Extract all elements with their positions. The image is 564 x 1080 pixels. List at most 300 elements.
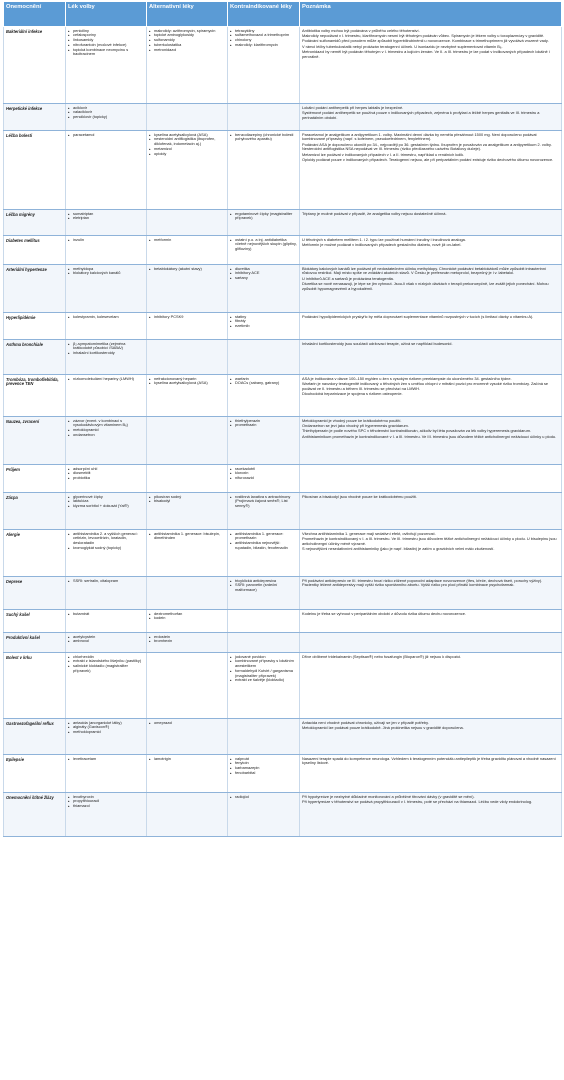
- list-item: • erdostein: [154, 635, 225, 640]
- list-item: • chlorhexidin: [73, 655, 144, 660]
- list-item: • ergotaminové čípky (magistraliter přípravek): [235, 212, 297, 222]
- first-choice-cell-list: [68, 238, 144, 243]
- list-item: • bromhexin: [154, 639, 225, 644]
- note-cell: [300, 493, 562, 530]
- list-item: • methoklopramid: [73, 730, 144, 735]
- contraindicated-cell: [228, 417, 300, 465]
- first-choice-cell-list: [68, 377, 144, 382]
- table-row: [4, 131, 562, 210]
- list-item: • blokátory kalciových kanálů: [73, 271, 144, 276]
- list-item: • omeprazol: [154, 721, 225, 726]
- contraindicated-cell: [228, 493, 300, 530]
- note-paragraph: Triptany je možné podávat v případě, že analgetika volby nejsou dostatečně účinná.: [302, 210, 447, 216]
- first-choice-cell-list: [68, 721, 144, 735]
- contraindicated-cell-list: [230, 377, 297, 387]
- first-choice-cell: [66, 417, 147, 465]
- alternative-cell: [147, 577, 228, 610]
- note-paragraph: Při hypotyreóze je nezbytné důkladné monitorování a průběžné titrování dávky (v graviditě se mění).: [302, 793, 475, 799]
- condition-cell: Průjem: [4, 465, 66, 493]
- list-item: • valaciklovir: [73, 110, 144, 115]
- table-row: [4, 793, 562, 837]
- first-choice-cell: [66, 313, 147, 340]
- list-item: • adsorpční uhlí: [73, 467, 144, 472]
- note-cell: [300, 633, 562, 653]
- condition-cell: Deprese: [4, 577, 66, 610]
- list-item: • nesteroidní antiflogistika (ibuprofen, diklofenak, indometacin aj.): [154, 137, 225, 147]
- first-choice-cell: [66, 793, 147, 837]
- table-row: [4, 610, 562, 633]
- note-cell: [300, 210, 562, 236]
- alternative-cell-list: [149, 532, 225, 542]
- note-paragraph: Dlouhodobá heparinizace je spojena s rizikem osteopenie.: [302, 390, 403, 396]
- list-item: • kolestyramin, kolesevelam: [73, 315, 144, 320]
- list-item: • metoklopramid: [73, 428, 144, 433]
- table-header: [4, 2, 562, 27]
- list-item: • inhalační kortikosteroidy: [73, 351, 144, 356]
- table-row: [4, 265, 562, 313]
- list-item: • rostlinná laxativa s antrachinony (Projímavá čajová směs®, List senny®): [235, 495, 297, 509]
- note-cell: [300, 719, 562, 755]
- first-choice-cell-list: [68, 419, 144, 438]
- condition-cell: Suchý kašel: [4, 610, 66, 633]
- alternative-cell: [147, 27, 228, 104]
- alternative-cell-list: [149, 267, 225, 272]
- table-body: [4, 27, 562, 837]
- list-item: • glycerinové čípky: [73, 495, 144, 500]
- list-item: • benzodiazepiny (chronické bolesti pohybového aparátu): [235, 133, 297, 143]
- alternative-cell-list: [149, 612, 225, 622]
- list-item: • paracetamol: [73, 133, 144, 138]
- list-item: • levothyroxin: [73, 795, 144, 800]
- note-paragraph: S nejnovějšími nesedativními antihistaminiky (jako je např. bilastin) je zatím u gravidních velmi málo zkušeností.: [302, 545, 495, 551]
- list-item: • ambroxol: [73, 639, 144, 644]
- first-choice-cell: [66, 236, 147, 265]
- first-choice-cell-list: [68, 467, 144, 481]
- list-item: • salinické kloktadlo (magistraliter přípravek): [73, 664, 144, 674]
- first-choice-cell-list: [68, 212, 144, 222]
- list-item: • penciklovir (topicky): [73, 115, 144, 120]
- first-choice-cell-list: [68, 315, 144, 320]
- contraindicated-cell: [228, 610, 300, 633]
- list-item: • karbamazepin: [235, 766, 297, 771]
- list-item: • kloroxin: [235, 471, 297, 476]
- contraindicated-cell: [228, 210, 300, 236]
- list-item: • fibráty: [235, 319, 297, 324]
- list-item: • diuretika: [235, 267, 297, 272]
- list-item: • makrolidy: azithromycin, spiramycin: [154, 29, 225, 34]
- table-row: [4, 755, 562, 793]
- note-cell: [300, 417, 562, 465]
- first-choice-cell-list: [68, 342, 144, 356]
- note-paragraph: Podávání hypolipidemických pryskyřic by měla doprovázet suplementace vitaminů rozpustných v tucích (s limitací dávky u vitaminu A).: [302, 313, 534, 319]
- contraindicated-cell: [228, 719, 300, 755]
- contraindicated-cell: [228, 465, 300, 493]
- contraindicated-cell: [228, 131, 300, 210]
- alternative-cell: [147, 104, 228, 131]
- list-item: • SSRI: paroxetin (srdeční malformace): [235, 583, 297, 593]
- alternative-cell-list: [149, 238, 225, 243]
- condition-cell: Alergie: [4, 530, 66, 577]
- condition-cell: Produktivní kašel: [4, 633, 66, 653]
- drug-table-wrapper: [3, 1, 561, 837]
- alternative-cell: [147, 793, 228, 837]
- list-item: • dextromethorfan: [154, 612, 225, 617]
- list-item: • ezetimib: [235, 324, 297, 329]
- note-paragraph: Při podávání antidepresiv ve III. trimestru hrozí riziko ztížené poporodní adaptace novorozence (třes, křeče, dechová tíseň, poruchy výživy). Pacientky léčené antidepresivy mají vyšší riziko spontánního abortu. Vyšší riziko pro plod přináší kombinace psychofarmak.: [302, 577, 543, 588]
- note-paragraph: Inhalační kortikosteroidy jsou součástí udržovací terapie, užívá se například budesonid.: [302, 340, 453, 346]
- list-item: • antihistaminika nejnovější: rupatadin, bilastin, fexofenadin: [235, 541, 297, 551]
- contraindicated-cell: [228, 755, 300, 793]
- alternative-cell: [147, 340, 228, 375]
- list-item: • peniciliny: [73, 29, 144, 34]
- list-item: • bisakodyl: [154, 499, 225, 504]
- contraindicated-cell: [228, 313, 300, 340]
- contraindicated-cell-list: [230, 532, 297, 551]
- first-choice-cell-list: [68, 635, 144, 645]
- table-row: [4, 340, 562, 375]
- alternative-cell: [147, 313, 228, 340]
- note-paragraph: Podávání ASA je doporučeno ukončit po 34., nejpozději po 36. gestačním týdnu. Ibuprofen je považován za analgetikum a antipyretikum 2. volby. Nesteroidní antiflogistika NSA nepodávat ve III. trimestru (riziko předčasného uzávěru Botallovy dučeje).: [302, 141, 552, 152]
- first-choice-cell-list: [68, 655, 144, 674]
- list-item: • propylthiouracil: [73, 799, 144, 804]
- first-choice-cell: [66, 27, 147, 104]
- first-choice-cell-list: [68, 133, 144, 138]
- list-item: • pikosíran sodný: [154, 495, 225, 500]
- list-item: • jodované povidon: [235, 655, 297, 660]
- note-paragraph: U inhibitorů ACE a sartanů je prokázána teratogenita.: [302, 275, 394, 281]
- condition-cell: Nauzea, zvracení: [4, 417, 66, 465]
- alternative-cell-list: [149, 29, 225, 53]
- first-choice-cell-list: [68, 579, 144, 584]
- note-cell: [300, 104, 562, 131]
- first-choice-cell: [66, 719, 147, 755]
- condition-cell: Bakteriální infekce: [4, 27, 66, 104]
- alternative-cell: [147, 131, 228, 210]
- table-row: [4, 417, 562, 465]
- table-row: [4, 104, 562, 131]
- list-item: • methyldopa: [73, 267, 144, 272]
- list-item: • topická kombinace neomycinu s bacitracinem: [73, 48, 144, 58]
- condition-cell: Hyperlipidémie: [4, 313, 66, 340]
- list-item: • formaldehydi Kutvirt / garganisma (magistraliter přípravek): [235, 669, 297, 679]
- note-paragraph: Nasazení terapie spadá do kompetence neurologa. Vzhledem k teratogenním potenciálu antiepileptik je třeba graviditu plánovat a vhodně nasazení kyseliny listové.: [302, 755, 556, 766]
- condition-cell: Bolest v krku: [4, 653, 66, 719]
- alternative-cell: [147, 493, 228, 530]
- list-item: • thiethylperazin: [235, 419, 297, 424]
- list-item: • tetracykliny: [235, 29, 297, 34]
- list-item: • topické aminoglykosidy: [154, 33, 225, 38]
- condition-cell: Léčba bolesti: [4, 131, 66, 210]
- list-item: • opioidy: [154, 152, 225, 157]
- condition-cell: Zácpa: [4, 493, 66, 530]
- table-row: [4, 633, 562, 653]
- note-cell: [300, 265, 562, 313]
- list-item: • aciklovir: [73, 106, 144, 111]
- note-paragraph: Antihistaminikum promethazin je kontraindikované v I. a III. trimestru. Ve III. trimestru jsou důvodem těžké anticholinergní nežádoucí účinky u plodu.: [302, 433, 557, 439]
- condition-cell: Herpetické infekce: [4, 104, 66, 131]
- list-item: • promethazin: [235, 423, 297, 428]
- list-item: • eletriptan: [73, 216, 144, 221]
- table-row: [4, 653, 562, 719]
- list-item: • SSRI: sertralin, citalopram: [73, 579, 144, 584]
- list-item: • extrakt ze šalvěje (kloktadlo): [235, 678, 297, 683]
- list-item: • valproát: [235, 757, 297, 762]
- list-item: • nízkomolekulární hepariny (LMWH): [73, 377, 144, 382]
- contraindicated-cell: [228, 27, 300, 104]
- note-paragraph: Ondansetron se jeví jako vhodný při hyperemesis gravidarum.: [302, 422, 409, 428]
- list-item: • tricyklická antidepresiva: [235, 579, 297, 584]
- note-cell: [300, 793, 562, 837]
- note-paragraph: Dříve oblíbené tridekainamin (Septisan®) nebo fusafungin (Bioparox®) již nejsou k dispozici.: [302, 653, 462, 659]
- contraindicated-cell-list: [230, 757, 297, 776]
- table-row: [4, 530, 562, 577]
- condition-cell: Asthma bronchiale: [4, 340, 66, 375]
- note-paragraph: Thiethylperazin je podle nového SPC v těhotenství kontraindikován, ačkoliv byl léta považován za lék volby hyperemesis gravidarum.: [302, 428, 532, 434]
- contraindicated-cell: [228, 530, 300, 577]
- list-item: • kyselina acetylsalicylová (ASA): [154, 133, 225, 138]
- note-paragraph: ASA je indikována v dávce 100–150 mg/den u žen s vysokým rizikem preeklampsie do ukončeného 34. gestačního týdne.: [302, 375, 512, 381]
- alternative-cell: [147, 719, 228, 755]
- alternative-cell: [147, 755, 228, 793]
- alternative-cell-list: [149, 495, 225, 505]
- condition-cell: Epilepsie: [4, 755, 66, 793]
- list-item: • chinolony: [235, 38, 297, 43]
- contraindicated-cell-list: [230, 467, 297, 481]
- list-item: • metformin: [154, 238, 225, 243]
- note-paragraph: Promethazin je kontraindikovaný v I. a III. trimestru. Ve III. trimestru jsou důvodem těžké anticholinergní nežádoucí účinky u plodu. U bisulepinu jsou anticholinergní účinky méně výrazné.: [302, 535, 557, 546]
- note-paragraph: Warfarin je navzdory teratogenitě indikovaný u těhotných žen s umělou chlopní v mitrální pozici pro enormně vysoké riziko trombózy. Začíná se podávat ve II. trimestru a během III. trimestru se přechází na LMWH.: [302, 380, 549, 391]
- contraindicated-cell: [228, 793, 300, 837]
- table-row: [4, 375, 562, 417]
- first-choice-cell: [66, 210, 147, 236]
- pregnancy-drug-table: [3, 1, 562, 837]
- list-item: • antacida (anorganické látky): [73, 721, 144, 726]
- note-cell: [300, 577, 562, 610]
- list-item: • antihistaminika 1. generace: promethazin: [235, 532, 297, 542]
- contraindicated-cell: [228, 340, 300, 375]
- note-paragraph: Blokátory kalciových kanálů lze podávat při nedostatečném účinku methyldopy. Chronické podávání betablokátorů může způsobit intrauterinní růstovou restrikci. Mají místo spíše ve zvládání akutních stavů. V Česku je preferován metoprolol, bezpečný je i v. labetalol.: [302, 265, 547, 276]
- note-paragraph: Metoklopramid je vhodný pouze ke krátkodobému použití.: [302, 417, 402, 423]
- list-item: • inhibitory PCSK9: [154, 315, 225, 320]
- note-paragraph: Diuretika se nově nenasazují, je lépe se jim vyhnout. Jsou-li však v nízkých dávkách v terapii prekoncepčně, lze zvážit jejich ponechání. Mohou způsobit hypomagnezémii a hypokalémii.: [302, 280, 549, 291]
- table-row: [4, 465, 562, 493]
- table-row: [4, 577, 562, 610]
- note-paragraph: Opioidy podávat pouze v indikovaných případech. Teratogenní nejsou, ale při peripartálním podání existuje riziko dechového útlumu novorozence.: [302, 157, 554, 163]
- first-choice-cell-list: [68, 29, 144, 58]
- first-choice-cell: [66, 493, 147, 530]
- table-row: [4, 236, 562, 265]
- first-choice-cell: [66, 577, 147, 610]
- table-row: [4, 313, 562, 340]
- first-choice-cell-list: [68, 495, 144, 509]
- contraindicated-cell: [228, 375, 300, 417]
- contraindicated-cell-list: [230, 133, 297, 143]
- condition-cell: Trombóza, tromboflebitida, prevence TEN: [4, 375, 66, 417]
- contraindicated-cell-list: [230, 212, 297, 222]
- list-item: • inhibitory ACE: [235, 271, 297, 276]
- note-cell: [300, 530, 562, 577]
- alternative-cell-list: [149, 377, 225, 387]
- note-paragraph: Antacida není vhodné podávat chronicky, užívají se jen v případě potřeby.: [302, 719, 429, 725]
- note-cell: [300, 131, 562, 210]
- condition-cell: Onemocnění štítné žlázy: [4, 793, 66, 837]
- note-paragraph: Při hypertyreóze v těhotenství se podává propylthiouracil v I. trimestru, poté se přechází na thiamazol. Léčbu vede vždy endokrinolog.: [302, 798, 533, 804]
- alternative-cell-list: [149, 721, 225, 726]
- note-cell: [300, 610, 562, 633]
- first-choice-cell-list: [68, 795, 144, 809]
- table-row: [4, 27, 562, 104]
- alternative-cell: [147, 610, 228, 633]
- first-choice-cell-list: [68, 106, 144, 120]
- list-item: • kodein: [154, 616, 225, 621]
- contraindicated-cell-list: [230, 495, 297, 509]
- header-condition: Onemocnění: [4, 2, 66, 27]
- contraindicated-cell-list: [230, 795, 297, 800]
- note-paragraph: Makrolidy nepodávat v I. trimestru, klarithromycin nesmí být těhotným podáván vůbec. Spiramycin je lékem volby u toxoplazmózy v graviditě.: [302, 32, 545, 38]
- table-row: [4, 210, 562, 236]
- list-item: • sulfonamidy: [154, 38, 225, 43]
- contraindicated-cell-list: [230, 238, 297, 252]
- note-paragraph: U těhotných s diabetem mellitem 1. i 2. typu lze používat humánní inzuliny i inzulinová analoga.: [302, 236, 466, 242]
- alternative-cell: [147, 265, 228, 313]
- alternative-cell: [147, 417, 228, 465]
- list-item: • nefrakcionovaný heparin: [154, 377, 225, 382]
- list-item: • sumatriptan: [73, 212, 144, 217]
- alternative-cell-list: [149, 757, 225, 762]
- list-item: • kromoglykát sodný (topicky): [73, 546, 144, 551]
- header-contraindicated: Kontraindikované léky: [228, 2, 300, 27]
- first-choice-cell-list: [68, 267, 144, 277]
- contraindicated-cell: [228, 653, 300, 719]
- note-paragraph: Kodeinu je třeba se vyhnout v peripartálním období z důvodu rizika útlumu dechu novorozence.: [302, 610, 466, 616]
- list-item: • tuberkulostatika: [154, 43, 225, 48]
- table-row: [4, 493, 562, 530]
- list-item: • statiny: [235, 315, 297, 320]
- header-first-choice: Lék volby: [66, 2, 147, 27]
- note-paragraph: V rámci léčby tuberkulostatik nebyl prokázán teratogenní účinek. U isoniazidu je nezbytné suplementovat vitamin B₆.: [302, 43, 503, 49]
- first-choice-cell-list: [68, 757, 144, 762]
- list-item: • metamizol: [154, 147, 225, 152]
- note-paragraph: Podávání sulfonamidů před porodem může způsobit hyperbilirubinémii u novorozence. Kombinace s trimethoprimem již vyvolává vrozené vady.: [302, 38, 549, 44]
- condition-cell: Diabetes mellitus: [4, 236, 66, 265]
- note-paragraph: Paracetamol je analgetikum a antipyretikum 1. volby. Maximální denní dávka by neměla přesáhnout 1500 mg. Není doporučeno podávat kombinované přípravky (např. s kofeinem, pseudoefedrinem, fenylefrinem).: [302, 131, 537, 142]
- list-item: • sulfamethoxazol a trimethoprim: [235, 33, 297, 38]
- list-item: • fenobarbital: [235, 771, 297, 776]
- list-item: • inzulin: [73, 238, 144, 243]
- alternative-cell: [147, 465, 228, 493]
- first-choice-cell: [66, 265, 147, 313]
- note-paragraph: Antibiotika volby mohou být podávána v průběhu celého těhotenství.: [302, 27, 420, 33]
- note-cell: [300, 340, 562, 375]
- alternative-cell: [147, 633, 228, 653]
- contraindicated-cell-list: [230, 29, 297, 48]
- list-item: • ostatní p.o. a inj. antidiabetika včetně nejnovějších skupin (gliptiny, gliflozíny): [235, 238, 297, 252]
- contraindicated-cell: [228, 577, 300, 610]
- contraindicated-cell: [228, 104, 300, 131]
- contraindicated-cell-list: [230, 267, 297, 281]
- alternative-cell: [147, 653, 228, 719]
- first-choice-cell: [66, 653, 147, 719]
- first-choice-cell: [66, 633, 147, 653]
- contraindicated-cell: [228, 633, 300, 653]
- list-item: • thiamazol: [73, 804, 144, 809]
- list-item: • fenytoin: [235, 761, 297, 766]
- list-item: • DOACs (xabany, gatrany): [235, 381, 297, 386]
- list-item: • β₂-sympatomimetika (zejména krátkodobě působící /SABA/): [73, 342, 144, 352]
- list-item: • laktulóza: [73, 499, 144, 504]
- list-item: • nifuroxazid: [235, 476, 297, 481]
- alternative-cell: [147, 375, 228, 417]
- list-item: • racekadotril: [235, 467, 297, 472]
- condition-cell: Léčba migrény: [4, 210, 66, 236]
- first-choice-cell-list: [68, 532, 144, 551]
- list-item: • ondansetron: [73, 433, 144, 438]
- header-alternative: Alternativní léky: [147, 2, 228, 27]
- note-paragraph: Metoklopramid lze podávat pouze krátkodobě. Jiná prokinetika nejsou v graviditě doporučena.: [302, 724, 464, 730]
- list-item: • nitrofurantoin (močové infekce): [73, 43, 144, 48]
- contraindicated-cell-list: [230, 579, 297, 593]
- note-cell: [300, 465, 562, 493]
- note-cell: [300, 236, 562, 265]
- list-item: • extrakt z islandského lišejníku (pastilky): [73, 659, 144, 664]
- list-item: • radiojód: [235, 795, 297, 800]
- alternative-cell: [147, 236, 228, 265]
- list-item: • betablokátory (akutní stavy): [154, 267, 225, 272]
- first-choice-cell: [66, 131, 147, 210]
- note-paragraph: Všechna antihistaminika 1. generace mají sedativní efekt, ovlivňují pozornost.: [302, 530, 436, 536]
- note-paragraph: Metamizol lze podávat v indikovaných případech v I. a II. trimestru, například u renálních kolik.: [302, 151, 465, 157]
- note-cell: [300, 653, 562, 719]
- list-item: • levetiracetam: [73, 757, 144, 762]
- contraindicated-cell-list: [230, 315, 297, 329]
- table-row: [4, 719, 562, 755]
- list-item: • linkosamidy: [73, 38, 144, 43]
- note-paragraph: Metformin je možné podávat v indikovaných případech gestačního diabetu, nově již on-label.: [302, 241, 462, 247]
- header-row: [4, 2, 562, 27]
- list-item: • cefalosporiny: [73, 33, 144, 38]
- list-item: • kombinované přípravky s lokálním anestetikem: [235, 659, 297, 669]
- list-item: • klyzma sorbitol + dokusát (Yal®): [73, 504, 144, 509]
- condition-cell: Gastroezofageální reflux: [4, 719, 66, 755]
- first-choice-cell: [66, 530, 147, 577]
- list-item: • antihistaminika 2. a vyšších generací: cetirizin, levocetirizin, loratadin, desloratadin: [73, 532, 144, 546]
- list-item: • antihistaminika 1. generace: bisulepin, dimethinden: [154, 532, 225, 542]
- first-choice-cell: [66, 755, 147, 793]
- note-paragraph: Metronidazol by neměl být podáván těhotným v I. trimestru a kojícím ženám. Ve II. a III. trimestru je lze podat v indikovaných případech lokálně i perorálně.: [302, 48, 550, 59]
- contraindicated-cell-list: [230, 419, 297, 429]
- note-paragraph: Pikosíran a bisakodyl jsou vhodné pouze ke krátkodobému použití.: [302, 493, 418, 499]
- contraindicated-cell: [228, 265, 300, 313]
- alternative-cell: [147, 210, 228, 236]
- note-cell: [300, 755, 562, 793]
- list-item: • acetylcystein: [73, 635, 144, 640]
- first-choice-cell-list: [68, 612, 144, 617]
- contraindicated-cell: [228, 236, 300, 265]
- list-item: • algináty (Gaviscon®): [73, 725, 144, 730]
- list-item: • butamirát: [73, 612, 144, 617]
- note-paragraph: Lokální podání antiherpetik při herpes labialis je bezpečné.: [302, 104, 404, 110]
- list-item: • metronidazol: [154, 48, 225, 53]
- list-item: • warfarin: [235, 377, 297, 382]
- alternative-cell: [147, 530, 228, 577]
- list-item: • sartany: [235, 276, 297, 281]
- first-choice-cell: [66, 465, 147, 493]
- list-item: • zázvor (event. v kombinaci s vysokodávkovým vitaminem B₆): [73, 419, 144, 429]
- note-cell: [300, 27, 562, 104]
- first-choice-cell: [66, 375, 147, 417]
- alternative-cell-list: [149, 635, 225, 645]
- alternative-cell-list: [149, 133, 225, 157]
